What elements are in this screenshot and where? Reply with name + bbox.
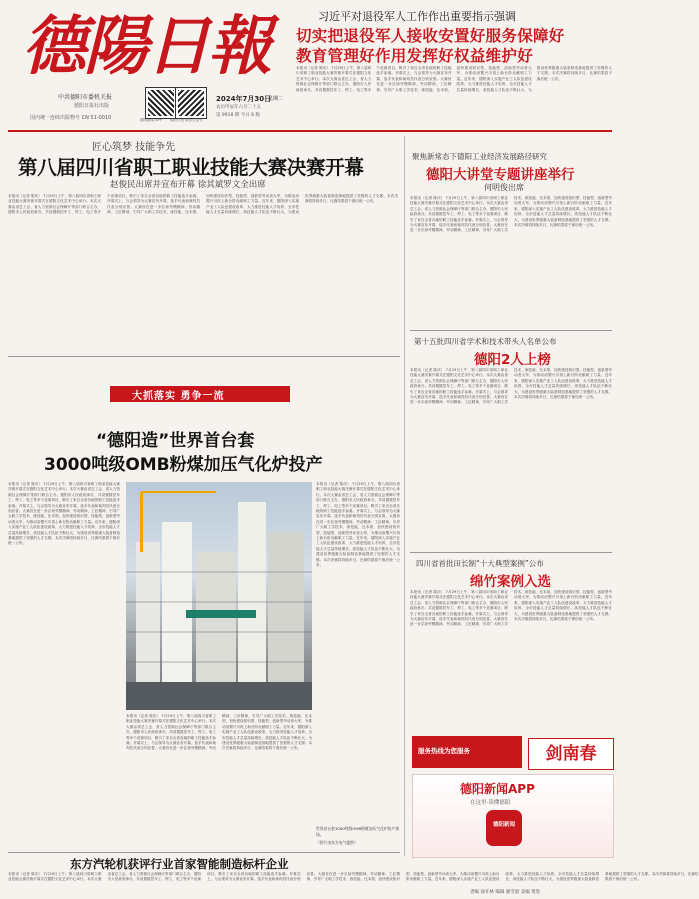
boiler-body-left: 本报讯（记者 陈庆） 7月29日上午，第八届四川省职工职业技能大赛决赛开幕式在德阳文化艺术中心举行。本次大赛由省总工会、省人力资源社会保障厅等部门联合主办，德阳市人民政府承办，共设置数控车工、焊工、电工等多个竞赛项目，吸引了来自全省各地的职工技能选手参赛。开幕式上，与会领导为大赛宣布开幕，选手代表和裁判员代表分别宣誓。大赛旨在进一步弘扬劳模精神、劳动精神、工匠精神，引导广大职工学技术、练技能、比本领，加快建设知识型、技能型、创新型劳动者大军，为推动治蜀兴川再上新台阶贡献职工力量。近年来，德阳深入实施产业工人队伍建设改革，大力推进技能人才培养，全市技能人才总量持续增长，高技能人才队伍不断壮大，为建设世界级重大装备制造基地提供了坚强的人才支撑。本次决赛将持续多日，比赛结果将于赛后统一公布。 xyxy=(8,482,120,546)
issue-number: 第 9918 期 今日 8 版 xyxy=(216,113,260,118)
issue-weekday: 星期二 xyxy=(268,96,284,102)
ad-service-text: 服务热线为您服务 xyxy=(418,747,470,755)
masthead-org: 中共德阳市委机关报 xyxy=(58,94,113,101)
qr-code-app[interactable] xyxy=(146,88,176,118)
ad-app-title: 德阳新闻APP xyxy=(460,782,535,796)
app-icon[interactable] xyxy=(486,810,522,846)
boiler-caption-credit: （图片由东方电气提供） xyxy=(316,840,358,845)
boiler-photo xyxy=(126,482,312,710)
skills-body: 本报讯（记者 陈庆） 7月29日上午，第八届四川省职工职业技能大赛决赛开幕式在德阳文化艺术中心举行。本次大赛由省总工会、省人力资源社会保障厅等部门联合主办，德阳市人民政府承办，共设置数控车工、焊工、电工等多个竞赛项目，吸引了来自全省各地的职工技能选手参赛。开幕式上，与会领导为大赛宣布开幕，选手代表和裁判员代表分别宣誓。大赛旨在进一步弘扬劳模精神、劳动精神、工匠精神，引导广大职工学技术、练技能、比本领，加快建设知识型、技能型、创新型劳动者大军，为推动治蜀兴川再上新台阶贡献职工力量。近年来，德阳深入实施产业工人队伍建设改革，大力推进技能人才培养，全市技能人才总量持续增长，高技能人才队伍不断壮大，为建设世界级重大装备制造基地提供了坚强的人才支撑。本次决赛将持续多日，比赛结果将于赛后统一公布。 xyxy=(8,194,398,215)
top-news-kicker: 习近平对退役军人工作作出重要指示强调 xyxy=(318,10,516,23)
lecture-kicker: 聚焦新常态下德阳工业经济发展路径研究 xyxy=(412,152,547,161)
divider-mianzhu xyxy=(410,552,612,553)
academic-body: 本报讯（记者 陈庆） 7月29日上午，第八届四川省职工职业技能大赛决赛开幕式在德阳文化艺术中心举行。本次大赛由省总工会、省人力资源社会保障厅等部门联合主办，德阳市人民政府承办，共设置数控车工、焊工、电工等多个竞赛项目，吸引了来自全省各地的职工技能选手参赛。开幕式上，与会领导为大赛宣布开幕，选手代表和裁判员代表分别宣誓。大赛旨在进一步弘扬劳模精神、劳动精神、工匠精神，引导广大职工学技术、练技能、比本领，加快建设知识型、技能型、创新型劳动者大军，为推动治蜀兴川再上新台阶贡献职工力量。近年来，德阳深入实施产业工人队伍建设改革，大力推进技能人才培养，全市技能人才总量持续增长，高技能人才队伍不断壮大，为建设世界级重大装备制造基地提供了坚强的人才支撑。本次决赛将持续多日，比赛结果将于赛后统一公布。 xyxy=(410,368,612,405)
lecture-body: 本报讯（记者 陈庆） 7月29日上午，第八届四川省职工职业技能大赛决赛开幕式在德阳文化艺术中心举行。本次大赛由省总工会、省人力资源社会保障厅等部门联合主办，德阳市人民政府承办，共设置数控车工、焊工、电工等多个竞赛项目，吸引了来自全省各地的职工技能选手参赛。开幕式上，与会领导为大赛宣布开幕，选手代表和裁判员代表分别宣誓。大赛旨在进一步弘扬劳模精神、劳动精神、工匠精神，引导广大职工学技术、练技能、比本领，加快建设知识型、技能型、创新型劳动者大军，为推动治蜀兴川再上新台阶贡献职工力量。近年来，德阳深入实施产业工人队伍建设改革，大力推进技能人才培养，全市技能人才总量持续增长，高技能人才队伍不断壮大，为建设世界级重大装备制造基地提供了坚强的人才支撑。本次决赛将持续多日，比赛结果将于赛后统一公布。 xyxy=(410,196,612,233)
column-divider xyxy=(404,136,405,856)
masthead-rule xyxy=(8,130,612,132)
academic-kicker: 第十五批四川省学术和技术带头人名单公布 xyxy=(414,337,557,346)
boiler-headline-1: “德阳造”世界首台套 xyxy=(96,431,255,451)
dongfang-headline: 东方汽轮机获评行业首家智能制造标杆企业 xyxy=(70,857,289,871)
mianzhu-body: 本报讯（记者 陈庆） 7月29日上午，第八届四川省职工职业技能大赛决赛开幕式在德阳文化艺术中心举行。本次大赛由省总工会、省人力资源社会保障厅等部门联合主办，德阳市人民政府承办，共设置数控车工、焊工、电工等多个竞赛项目，吸引了来自全省各地的职工技能选手参赛。开幕式上，与会领导为大赛宣布开幕，选手代表和裁判员代表分别宣誓。大赛旨在进一步弘扬劳模精神、劳动精神、工匠精神，引导广大职工学技术、练技能、比本领，加快建设知识型、技能型、创新型劳动者大军，为推动治蜀兴川再上新台阶贡献职工力量。近年来，德阳深入实施产业工人队伍建设改革，大力推进技能人才培养，全市技能人才总量持续增长，高技能人才队伍不断壮大，为建设世界级重大装备制造基地提供了坚强的人才支撑。本次决赛将持续多日，比赛结果将于赛后统一公布。 xyxy=(410,590,612,627)
masthead xyxy=(0,0,620,128)
top-news-headline-1: 切实把退役军人接收安置好服务保障好 xyxy=(296,27,565,45)
boiler-caption: 世界首台套3000吨级OMB粉煤加压气化炉投产现场。 xyxy=(316,826,400,837)
skills-headline: 第八届四川省职工职业技能大赛决赛开幕 xyxy=(18,156,364,179)
ad-jiannanchun[interactable]: 剑南春 xyxy=(528,738,614,770)
boiler-body-mid: 本报讯（记者 陈庆） 7月29日上午，第八届四川省职工职业技能大赛决赛开幕式在德阳文化艺术中心举行。本次大赛由省总工会、省人力资源社会保障厅等部门联合主办，德阳市人民政府承办，共设置数控车工、焊工、电工等多个竞赛项目，吸引了来自全省各地的职工技能选手参赛。开幕式上，与会领导为大赛宣布开幕，选手代表和裁判员代表分别宣誓。大赛旨在进一步弘扬劳模精神、劳动精神、工匠精神，引导广大职工学技术、练技能、比本领，加快建设知识型、技能型、创新型劳动者大军，为推动治蜀兴川再上新台阶贡献职工力量。近年来，德阳深入实施产业工人队伍建设改革，大力推进技能人才培养，全市技能人才总量持续增长，高技能人才队伍不断壮大，为建设世界级重大装备制造基地提供了坚强的人才支撑。本次决赛将持续多日，比赛结果将于赛后统一公布。 xyxy=(126,714,312,751)
skills-sub: 赵俊民出席并宣布开幕 徐其斌罗文全出席 xyxy=(110,180,266,190)
top-news-body: 本报讯（记者 陈庆） 7月29日上午，第八届四川省职工职业技能大赛决赛开幕式在德阳文化艺术中心举行。本次大赛由省总工会、省人力资源社会保障厅等部门联合主办，德阳市人民政府承办，共设置数控车工、焊工、电工等多个竞赛项目，吸引了来自全省各地的职工技能选手参赛。开幕式上，与会领导为大赛宣布开幕，选手代表和裁判员代表分别宣誓。大赛旨在进一步弘扬劳模精神、劳动精神、工匠精神，引导广大职工学技术、练技能、比本领，加快建设知识型、技能型、创新型劳动者大军，为推动治蜀兴川再上新台阶贡献职工力量。近年来，德阳深入实施产业工人队伍建设改革，大力推进技能人才培养，全市技能人才总量持续增长，高技能人才队伍不断壮大，为建设世界级重大装备制造基地提供了坚强的人才支撑。本次决赛将持续多日，比赛结果将于赛后统一公布。 xyxy=(296,66,612,92)
divider-dongfang xyxy=(8,852,400,853)
dongfang-body: 本报讯（记者 陈庆） 7月29日上午，第八届四川省职工职业技能大赛决赛开幕式在德阳文化艺术中心举行。本次大赛由省总工会、省人力资源社会保障厅等部门联合主办，德阳市人民政府承办，共设置数控车工、焊工、电工等多个竞赛项目，吸引了来自全省各地的职工技能选手参赛。开幕式上，与会领导为大赛宣布开幕，选手代表和裁判员代表分别宣誓。大赛旨在进一步弘扬劳模精神、劳动精神、工匠精神，引导广大职工学技术、练技能、比本领，加快建设知识型、技能型、创新型劳动者大军，为推动治蜀兴川再上新台阶贡献职工力量。近年来，德阳深入实施产业工人队伍建设改革，大力推进技能人才培养，全市技能人才总量持续增长，高技能人才队伍不断壮大，为建设世界级重大装备制造基地提供了坚强的人才支撑。本次决赛将持续多日，比赛结果将于赛后统一公布。 xyxy=(8,872,699,882)
masthead-site: 德阳日报社出版 xyxy=(74,103,110,109)
top-news-headline-2: 教育管理好作用发挥好权益维护好 xyxy=(296,47,534,65)
page-footer: 责编 徐开林 编辑 廖雪晨 美编 黄进 xyxy=(470,890,541,895)
section-tag-text: 大抓落实 勇争一流 xyxy=(132,391,225,402)
qr2-label: 德阳日报 微信公众号 xyxy=(170,118,203,122)
masthead-cn: 国内统一连续出版物号 CN 51-0010 xyxy=(30,115,112,121)
boiler-body-right: 本报讯（记者 陈庆） 7月29日上午，第八届四川省职工职业技能大赛决赛开幕式在德阳文化艺术中心举行。本次大赛由省总工会、省人力资源社会保障厅等部门联合主办，德阳市人民政府承办，共设置数控车工、焊工、电工等多个竞赛项目，吸引了来自全省各地的职工技能选手参赛。开幕式上，与会领导为大赛宣布开幕，选手代表和裁判员代表分别宣誓。大赛旨在进一步弘扬劳模精神、劳动精神、工匠精神，引导广大职工学技术、练技能、比本领，加快建设知识型、技能型、创新型劳动者大军，为推动治蜀兴川再上新台阶贡献职工力量。近年来，德阳深入实施产业工人队伍建设改革，大力推进技能人才培养，全市技能人才总量持续增长，高技能人才队伍不断壮大，为建设世界级重大装备制造基地提供了坚强的人才支撑。本次决赛将持续多日，比赛结果将于赛后统一公布。 xyxy=(316,482,400,568)
masthead-logo: 德陽日報 xyxy=(22,9,270,84)
boiler-plant-illustration xyxy=(126,482,312,710)
qr1-label: 德阳新闻 APP xyxy=(140,118,162,122)
app-icon-label: 德阳新闻 xyxy=(492,822,515,828)
lecture-headline: 德阳大讲堂专题讲座举行 xyxy=(426,167,575,183)
qr-code-wechat[interactable] xyxy=(176,88,206,118)
boiler-headline-2: 3000吨级OMB粉煤加压气化炉投产 xyxy=(44,455,323,475)
lecture-sub: 何明俊出席 xyxy=(484,183,524,192)
divider-section xyxy=(8,356,400,357)
mianzhu-kicker: 四川省首批田长制“十大典型案例”公布 xyxy=(416,559,544,568)
issue-date: 2024年7月30日 xyxy=(216,95,272,103)
divider-academic xyxy=(410,330,612,331)
mianzhu-headline: 绵竹案例入选 xyxy=(470,574,551,590)
issue-lunar: 农历甲辰年六月二十五 xyxy=(216,105,261,110)
academic-headline: 德阳2人上榜 xyxy=(474,352,551,368)
ad-app-sub: 在这里·读懂德阳 xyxy=(470,800,511,806)
skills-kicker: 匠心筑梦 技能争先 xyxy=(92,142,176,153)
